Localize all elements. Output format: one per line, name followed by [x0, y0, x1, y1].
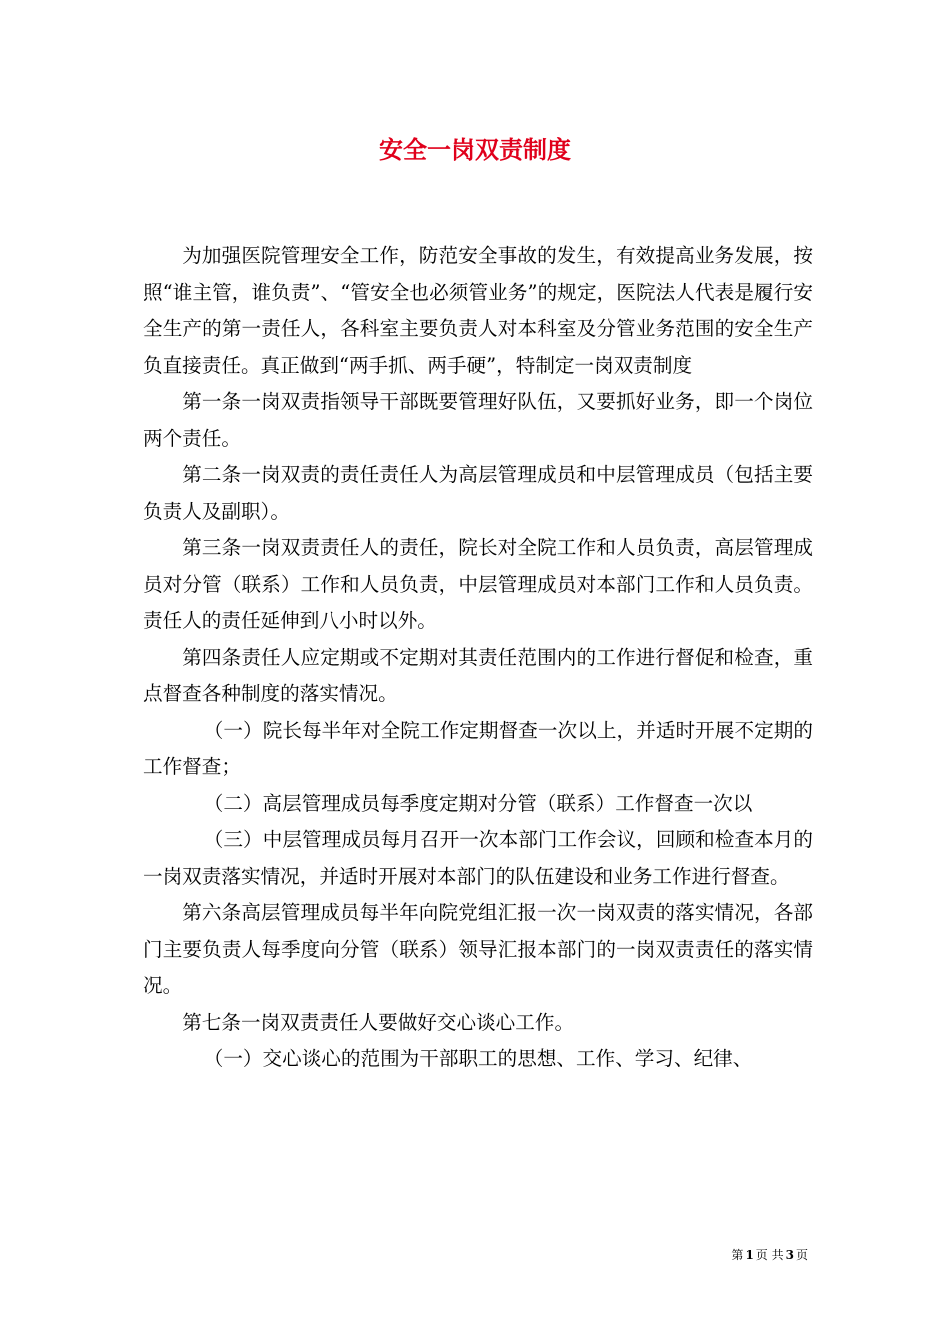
- page-footer: [731, 1247, 808, 1263]
- article-1-paragraph: 第一条一岗双责指领导干部既要管理好队伍，又要抓好业务，即一个岗位两个责任。: [143, 390, 813, 450]
- article-2-paragraph: 第二条一岗双责的责任责任人为高层管理成员和中层管理成员（包括主要负责人及副职）。: [143, 463, 813, 523]
- document-body: [143, 238, 813, 1078]
- footer-suffix: 页: [795, 1248, 808, 1262]
- footer-middle: 页 共: [755, 1248, 784, 1262]
- total-pages-number: 3: [785, 1248, 794, 1262]
- page-title: 安全一岗双责制度: [379, 135, 571, 164]
- article-3-paragraph: 第三条一岗双责责任人的责任，院长对全院工作和人员负责，高层管理成员对分管（联系）工作和人员负责，中层管理成员对本部门工作和人员负责。责任人的责任延伸到八小时以外。: [143, 536, 813, 632]
- article-7-item-1: （一）交心谈心的范围为干部职工的思想、工作、学习、纪律、: [203, 1047, 753, 1070]
- article-4-paragraph: 第四条责任人应定期或不定期对其责任范围内的工作进行督促和检查，重点督查各种制度的落实情况。: [143, 645, 813, 705]
- footer-prefix: 第: [731, 1248, 744, 1262]
- article-4-item-1: （一）院长每半年对全院工作定期督查一次以上，并适时开展不定期的工作督查；: [143, 718, 813, 778]
- article-7-paragraph: 第七条一岗双责责任人要做好交心谈心工作。: [182, 1010, 575, 1034]
- intro-paragraph: 为加强医院管理安全工作，防范安全事故的发生，有效提高业务发展，按照“谁主管，谁负责”、“管安全也必须管业务”的规定，医院法人代表是履行安全生产的第一责任人，各科室主要负责人对本科室及分管业务范围的安全生产负直接责任。真正做到“两手抓、两手硬”，特制定一岗双责制度: [143, 244, 813, 377]
- article-6-paragraph: 第六条高层管理成员每半年向院党组汇报一次一岗双责的落实情况，各部门主要负责人每季度向分管（联系）领导汇报本部门的一岗双责责任的落实情况。: [143, 901, 813, 997]
- current-page-number: 1: [745, 1248, 754, 1262]
- article-4-item-2: （二）高层管理成员每季度定期对分管（联系）工作督查一次以: [203, 791, 753, 815]
- article-4-item-3: （三）中层管理成员每月召开一次本部门工作会议，回顾和检查本月的一岗双责落实情况，并适时开展对本部门的队伍建设和业务工作进行督查。: [143, 828, 813, 888]
